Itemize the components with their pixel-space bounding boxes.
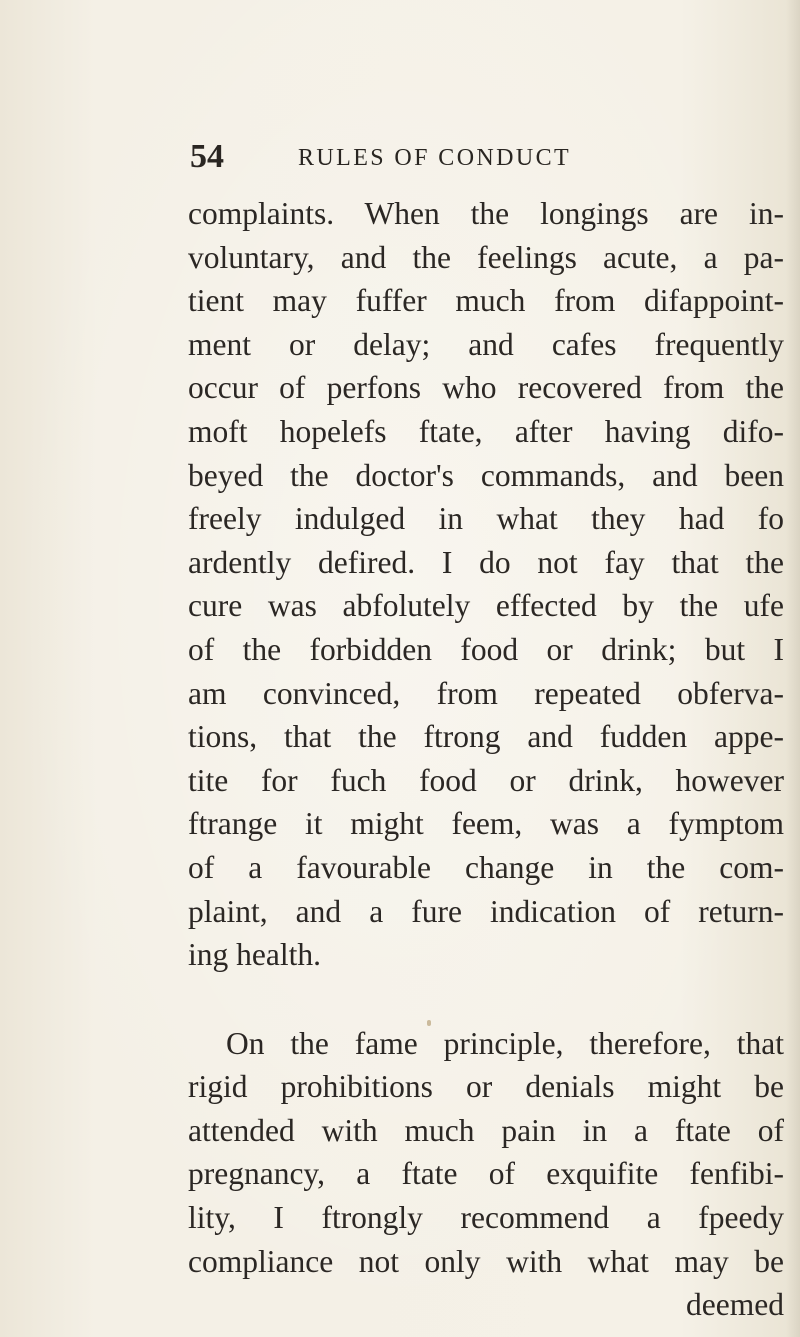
text-line: of a favourable change in the com- [188, 849, 784, 885]
text-line: ing health. [188, 937, 321, 973]
page-number: 54 [190, 138, 224, 175]
text-line: cure was abfolutely effected by the ufe [188, 588, 784, 624]
text-line: voluntary, and the feelings acute, a pa- [188, 239, 784, 275]
text-line: moft hopelefs ftate, after having difo- [188, 413, 784, 449]
text-line: plaint, and a fure indication of return- [188, 893, 784, 929]
text-line: tite for fuch food or drink, however [188, 762, 784, 798]
text-line: On the fame principle, therefore, that [226, 1025, 784, 1061]
text-line: ardently defired. I do not fay that the [188, 544, 784, 580]
text-line: ment or delay; and cafes frequently [188, 326, 784, 362]
text-line: complaints. When the longings are in- [188, 196, 784, 231]
text-line: tions, that the ftrong and fudden appe- [188, 719, 784, 755]
text-line: beyed the doctor's commands, and been [188, 457, 784, 493]
text-line: pregnancy, a ftate of exquifite fenfibi- [188, 1156, 784, 1192]
page-edge-shadow [786, 0, 800, 1337]
text-line: compliance not only with what may be [188, 1243, 784, 1279]
running-head: RULES OF CONDUCT [298, 145, 572, 171]
text-line: attended with much pain in a ftate of [188, 1112, 784, 1148]
text-line: of the forbidden food or drink; but I [188, 631, 784, 667]
page-header [190, 138, 610, 178]
paragraph-gap [188, 977, 784, 1022]
paragraph-2 [188, 1022, 784, 1327]
text-line: lity, I ftrongly recommend a fpeedy [188, 1200, 784, 1236]
ink-speck [427, 1020, 431, 1026]
paragraph-1 [188, 192, 784, 977]
text-line: am convinced, from repeated obferva- [188, 675, 784, 711]
text-line: occur of perfons who recovered from the [188, 370, 784, 406]
text-line: tient may fuffer much from difappoint- [188, 283, 784, 319]
body-text [188, 192, 784, 1327]
catchword: deemed [686, 1287, 784, 1323]
text-line: freely indulged in what they had fo [188, 501, 784, 537]
text-line: ftrange it might feem, was a fymptom [188, 806, 784, 842]
text-line: rigid prohibitions or denials might be [188, 1069, 784, 1105]
